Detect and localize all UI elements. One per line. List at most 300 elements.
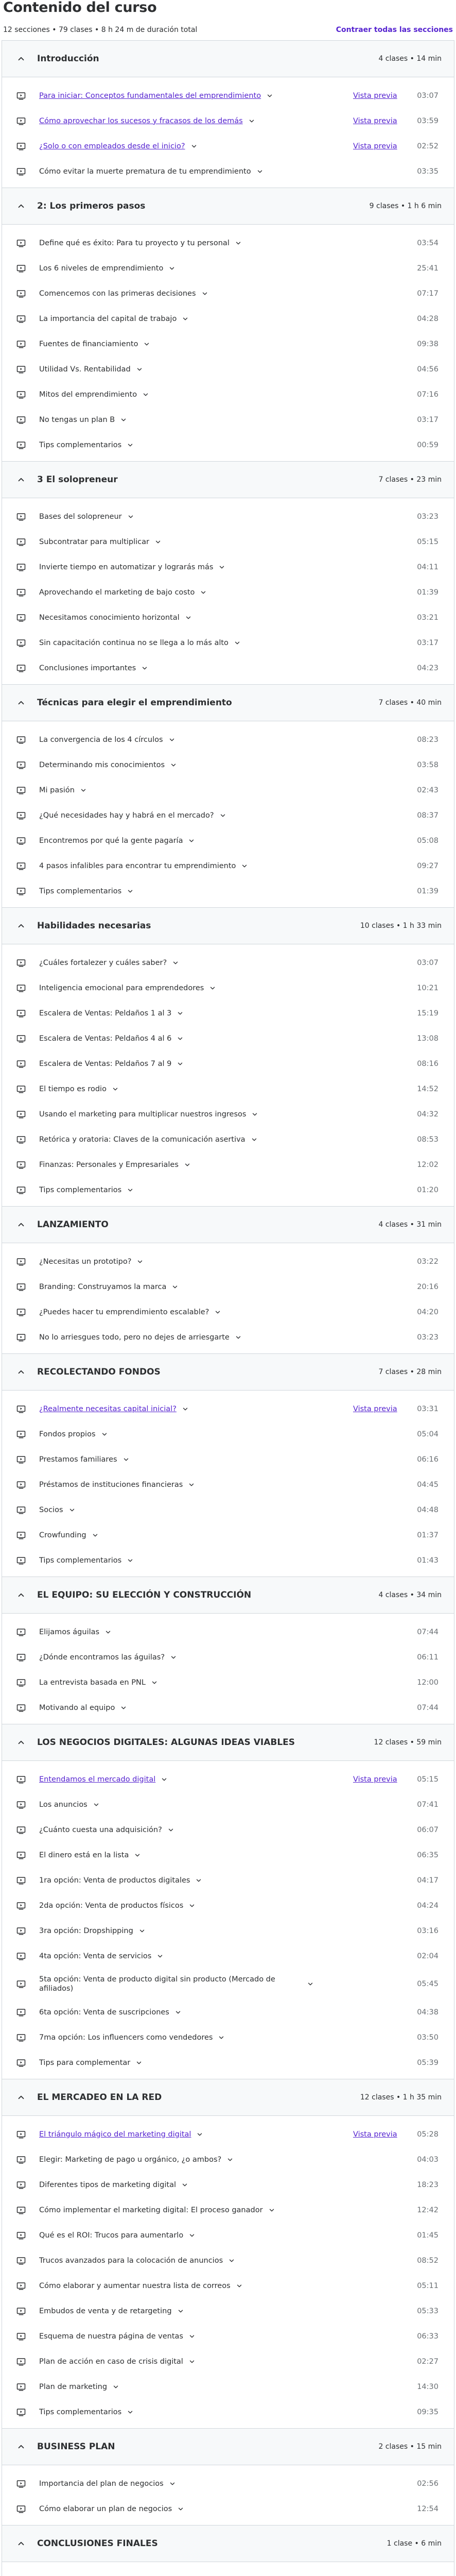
- lecture-duration: 05:11: [417, 2281, 439, 2290]
- lecture-row: [2, 752, 454, 777]
- video-icon: [16, 1979, 26, 1989]
- section-title: RECOLECTANDO FONDOS: [37, 1367, 161, 1377]
- lecture-title[interactable]: Entendamos el mercado digital: [39, 1775, 156, 1784]
- video-icon: [16, 1775, 26, 1784]
- lecture-duration: 03:23: [417, 512, 439, 521]
- chevron-down-icon[interactable]: [68, 1506, 76, 1514]
- lecture-title-wrap: [39, 2181, 415, 2189]
- chevron-down-icon[interactable]: [184, 1161, 191, 1168]
- chevron-down-icon[interactable]: [93, 1801, 100, 1808]
- lecture-title: Préstamos de instituciones financieras: [39, 1480, 183, 1489]
- lecture-title: Tips para complementar: [39, 2058, 131, 2067]
- chevron-down-icon[interactable]: [127, 513, 134, 520]
- chevron-down-icon[interactable]: [112, 2383, 119, 2391]
- lecture-duration: 02:04: [417, 1952, 439, 1960]
- lecture-list: [2, 77, 454, 188]
- chevron-down-icon[interactable]: [120, 1704, 127, 1711]
- video-icon: [16, 2504, 26, 2514]
- lecture-row: [2, 1274, 454, 1299]
- lecture-title-wrap: [39, 1186, 415, 1194]
- chevron-down-icon[interactable]: [182, 1405, 189, 1413]
- lecture-title-wrap: [39, 538, 415, 546]
- lecture-list: [2, 2116, 454, 2428]
- lecture-row: [2, 2122, 454, 2147]
- chevron-down-icon[interactable]: [196, 2131, 203, 2138]
- chevron-down-icon[interactable]: [138, 1927, 146, 1935]
- chevron-down-icon[interactable]: [218, 2034, 225, 2041]
- lecture-title[interactable]: ¿Realmente necesitas capital inicial?: [39, 1404, 177, 1413]
- lecture-row: [2, 1421, 454, 1447]
- video-icon: [16, 1851, 26, 1860]
- lecture-duration: 04:48: [417, 1505, 439, 1514]
- lecture-title: Branding: Construyamos la marca: [39, 1282, 167, 1291]
- video-icon: [16, 2180, 26, 2190]
- lecture-row: [2, 1396, 454, 1421]
- lecture-title-wrap: [39, 1405, 353, 1413]
- chevron-down-icon[interactable]: [127, 1557, 134, 1564]
- chevron-down-icon[interactable]: [177, 1035, 184, 1042]
- lecture-row: [2, 108, 454, 133]
- collapse-all-sections-button[interactable]: Contraer todas las secciones: [336, 26, 453, 34]
- chevron-down-icon[interactable]: [307, 1980, 314, 1988]
- video-icon: [16, 563, 26, 572]
- lecture-duration: 05:15: [417, 1775, 439, 1784]
- lecture-title: Tips complementarios: [39, 887, 122, 895]
- chevron-down-icon[interactable]: [142, 391, 149, 398]
- lecture-title: Mitos del emprendimiento: [39, 390, 137, 399]
- chevron-down-icon[interactable]: [168, 265, 176, 272]
- lecture-duration: 18:23: [417, 2180, 439, 2189]
- video-icon: [16, 512, 26, 521]
- section-header[interactable]: [2, 1354, 454, 1391]
- lecture-row: [2, 2496, 454, 2521]
- video-icon: [16, 1059, 26, 1069]
- lecture-duration: 02:56: [417, 2479, 439, 2488]
- chevron-down-icon[interactable]: [234, 639, 241, 647]
- section-meta: 4 clases • 14 min: [378, 55, 442, 63]
- chevron-down-icon[interactable]: [177, 1010, 184, 1017]
- curriculum-section: [2, 1724, 454, 2079]
- lecture-row: [2, 1325, 454, 1350]
- lecture-title: Importancia del plan de negocios: [39, 2479, 164, 2488]
- chevron-down-icon[interactable]: [134, 1852, 141, 1859]
- section-meta: 12 clases • 59 min: [374, 1738, 442, 1747]
- video-icon: [16, 289, 26, 298]
- chevron-down-icon[interactable]: [235, 1334, 242, 1341]
- lecture-title: Invierte tiempo en automatizar y lograrás más: [39, 563, 214, 571]
- curriculum-section: [2, 2525, 454, 2576]
- chevron-down-icon[interactable]: [154, 538, 162, 546]
- lecture-title: 4ta opción: Venta de servicios: [39, 1952, 152, 1960]
- chevron-down-icon[interactable]: [218, 564, 225, 571]
- video-icon: [16, 1678, 26, 1687]
- lecture-duration: 07:16: [417, 390, 439, 399]
- lecture-row: [2, 407, 454, 432]
- lecture-duration: 08:53: [417, 1135, 439, 1144]
- lecture-title: Usando el marketing para multiplicar nuestros ingresos: [39, 1110, 247, 1118]
- section-header[interactable]: [2, 1577, 454, 1614]
- lecture-title[interactable]: Para iniciar: Conceptos fundamentales del emprendimiento: [39, 91, 261, 100]
- lecture-title-wrap: [39, 2206, 415, 2214]
- lecture-title: 3ra opción: Dropshipping: [39, 1926, 133, 1935]
- video-icon: [16, 1282, 26, 1292]
- section-title: LOS NEGOCIOS DIGITALES: ALGUNAS IDEAS VIABLES: [37, 1737, 295, 1748]
- chevron-up-icon: [16, 2093, 26, 2102]
- lecture-title-wrap: [39, 1975, 415, 1993]
- video-icon: [16, 1901, 26, 1910]
- lecture-title[interactable]: El triángulo mágico del marketing digital: [39, 2130, 191, 2139]
- curriculum-section: [2, 41, 454, 188]
- chevron-down-icon[interactable]: [92, 1532, 99, 1539]
- section-header[interactable]: [2, 1724, 454, 1761]
- lecture-title-wrap: [39, 1333, 415, 1342]
- chevron-down-icon[interactable]: [127, 442, 134, 449]
- chevron-down-icon[interactable]: [188, 2333, 196, 2340]
- video-icon: [16, 958, 26, 968]
- lecture-title-wrap: [39, 862, 415, 870]
- lecture-duration: 03:35: [417, 167, 439, 176]
- chevron-down-icon[interactable]: [188, 1902, 196, 1909]
- chevron-up-icon: [16, 54, 26, 63]
- lecture-title-wrap: [39, 92, 353, 100]
- lecture-title: Esquema de nuestra página de ventas: [39, 2332, 183, 2341]
- lecture-row: [2, 1868, 454, 1893]
- chevron-down-icon[interactable]: [136, 1258, 144, 1265]
- lecture-duration: 04:28: [417, 314, 439, 323]
- section-meta: 7 clases • 40 min: [378, 699, 442, 707]
- lecture-title-wrap: [39, 614, 415, 622]
- chevron-down-icon[interactable]: [127, 1187, 134, 1194]
- preview-link[interactable]: Vista previa: [353, 2130, 397, 2139]
- chevron-down-icon[interactable]: [177, 2308, 184, 2315]
- lecture-row: [2, 828, 454, 853]
- video-icon: [16, 1455, 26, 1464]
- lecture-list: [2, 1243, 454, 1353]
- chevron-down-icon[interactable]: [151, 1679, 158, 1686]
- lecture-row: [2, 1299, 454, 1325]
- chevron-down-icon[interactable]: [200, 589, 207, 596]
- chevron-down-icon[interactable]: [248, 117, 255, 125]
- chevron-down-icon[interactable]: [161, 1776, 168, 1783]
- section-meta: 7 clases • 23 min: [378, 476, 442, 484]
- section-header[interactable]: [2, 2079, 454, 2116]
- lecture-title: Fuentes de financiamiento: [39, 340, 138, 348]
- lecture-title-wrap: [39, 290, 415, 298]
- chevron-down-icon[interactable]: [190, 143, 198, 150]
- lecture-title-wrap: [39, 1430, 415, 1438]
- lecture-duration: 08:37: [417, 811, 439, 820]
- chevron-down-icon[interactable]: [241, 862, 248, 870]
- lecture-row: [2, 1177, 454, 1202]
- lecture-title-wrap: [39, 639, 415, 647]
- lecture-row: [2, 83, 454, 108]
- lecture-title-wrap: [39, 1902, 415, 1910]
- lecture-duration: 20:16: [417, 1282, 439, 1291]
- video-icon: [16, 861, 26, 871]
- preview-link[interactable]: Vista previa: [353, 1404, 397, 1413]
- preview-link[interactable]: Vista previa: [353, 116, 397, 125]
- lecture-title: ¿Puedes hacer tu emprendimiento escalable?: [39, 1308, 209, 1316]
- chevron-down-icon[interactable]: [177, 1060, 184, 1067]
- lecture-duration: 03:21: [417, 613, 439, 622]
- lecture-duration: 05:33: [417, 2307, 439, 2315]
- lecture-row: [2, 1645, 454, 1670]
- video-icon: [16, 1876, 26, 1885]
- video-icon: [16, 1333, 26, 1342]
- lecture-title-wrap: [39, 1628, 415, 1636]
- lecture-title: Comencemos con las primeras decisiones: [39, 289, 196, 298]
- lecture-title-wrap: [39, 959, 415, 967]
- lecture-title-wrap: [39, 1876, 415, 1885]
- lecture-title: La importancia del capital de trabajo: [39, 314, 177, 323]
- video-icon: [16, 664, 26, 673]
- lecture-title-wrap: [39, 2257, 415, 2265]
- lecture-title-wrap: [39, 563, 415, 571]
- lecture-duration: 14:30: [417, 2382, 439, 2391]
- lecture-title: Determinando mis conocimientos: [39, 760, 165, 769]
- lecture-duration: 03:07: [417, 958, 439, 967]
- lecture-title: 1ra opción: Venta de productos digitales: [39, 1876, 190, 1885]
- video-icon: [16, 1825, 26, 1835]
- page-title: Contenido del curso: [3, 0, 157, 15]
- chevron-down-icon[interactable]: [136, 366, 143, 373]
- lecture-row: [2, 2223, 454, 2248]
- lecture-title-wrap: [39, 365, 415, 374]
- video-icon: [16, 537, 26, 547]
- lecture-row: [2, 2248, 454, 2273]
- lecture-row: [2, 2471, 454, 2496]
- chevron-down-icon[interactable]: [256, 168, 264, 175]
- chevron-down-icon[interactable]: [219, 812, 226, 819]
- lecture-title: Los 6 niveles de emprendimiento: [39, 264, 164, 273]
- section-meta: 10 clases • 1 h 33 min: [360, 922, 442, 930]
- video-icon: [16, 760, 26, 770]
- video-icon: [16, 1308, 26, 1317]
- lecture-duration: 03:23: [417, 1333, 439, 1342]
- video-icon: [16, 984, 26, 993]
- lecture-duration: 07:41: [417, 1800, 439, 1809]
- video-icon: [16, 1556, 26, 1565]
- video-icon: [16, 2307, 26, 2316]
- lecture-list: [2, 498, 454, 684]
- lecture-row: [2, 1127, 454, 1152]
- video-icon: [16, 2332, 26, 2341]
- lecture-title-wrap: [39, 264, 415, 273]
- lecture-title-wrap: [39, 2033, 415, 2042]
- chevron-down-icon[interactable]: [127, 2409, 134, 2416]
- chevron-up-icon: [16, 921, 26, 930]
- lecture-row: [2, 2349, 454, 2374]
- video-icon: [16, 2408, 26, 2417]
- lecture-duration: 06:07: [417, 1825, 439, 1834]
- chevron-down-icon[interactable]: [236, 2282, 243, 2290]
- chevron-down-icon[interactable]: [177, 2505, 184, 2513]
- chevron-up-icon: [16, 2442, 26, 2451]
- lecture-title-wrap: [39, 837, 415, 845]
- video-icon: [16, 390, 26, 399]
- chevron-down-icon[interactable]: [168, 736, 176, 743]
- section-header[interactable]: [2, 1207, 454, 1243]
- chevron-down-icon[interactable]: [181, 2181, 188, 2189]
- lecture-title: Finanzas: Personales y Empresariales: [39, 1160, 179, 1169]
- chevron-down-icon[interactable]: [188, 837, 195, 844]
- preview-link[interactable]: Vista previa: [353, 91, 397, 100]
- chevron-down-icon[interactable]: [170, 761, 177, 769]
- chevron-down-icon[interactable]: [156, 1953, 164, 1960]
- video-icon: [16, 116, 26, 126]
- lecture-title-wrap: [39, 239, 415, 247]
- lecture-title-wrap: [39, 2282, 415, 2290]
- lecture-duration: 04:38: [417, 2008, 439, 2016]
- chevron-down-icon[interactable]: [170, 1654, 177, 1661]
- lecture-title-wrap: [39, 1556, 415, 1565]
- chevron-down-icon[interactable]: [188, 1481, 195, 1488]
- video-icon: [16, 735, 26, 744]
- section-title: CONCLUSIONES FINALES: [37, 2538, 158, 2549]
- section-title: 2: Los primeros pasos: [37, 201, 146, 211]
- chevron-down-icon[interactable]: [174, 2009, 182, 2016]
- video-icon: [16, 365, 26, 374]
- chevron-down-icon[interactable]: [120, 416, 127, 423]
- chevron-down-icon[interactable]: [122, 1456, 130, 1463]
- lecture-duration: 05:15: [417, 537, 439, 546]
- chevron-down-icon[interactable]: [143, 341, 150, 348]
- lecture-row: [2, 382, 454, 407]
- lecture-duration: 01:43: [417, 1556, 439, 1565]
- chevron-down-icon[interactable]: [214, 1309, 221, 1316]
- lecture-duration: 02:43: [417, 786, 439, 794]
- lecture-duration: 06:35: [417, 1851, 439, 1859]
- chevron-down-icon[interactable]: [209, 985, 216, 992]
- chevron-down-icon[interactable]: [112, 1086, 119, 1093]
- lecture-list: [2, 944, 454, 1206]
- chevron-down-icon[interactable]: [266, 92, 273, 99]
- video-icon: [16, 2479, 26, 2488]
- lecture-title[interactable]: Cómo aprovechar los sucesos y fracasos de los demás: [39, 116, 243, 125]
- video-icon: [16, 2382, 26, 2392]
- lecture-title-wrap: [39, 117, 353, 125]
- lecture-duration: 00:59: [417, 440, 439, 449]
- chevron-down-icon[interactable]: [226, 2156, 234, 2163]
- chevron-down-icon[interactable]: [251, 1136, 258, 1143]
- section-header[interactable]: [2, 2429, 454, 2465]
- lecture-row: [2, 2147, 454, 2172]
- lecture-row: [2, 133, 454, 159]
- chevron-up-icon: [16, 1367, 26, 1377]
- chevron-up-icon: [16, 1220, 26, 1229]
- chevron-down-icon[interactable]: [167, 1826, 174, 1834]
- lecture-row: [2, 1619, 454, 1645]
- lecture-duration: 03:54: [417, 239, 439, 247]
- lecture-row: [2, 281, 454, 306]
- chevron-down-icon[interactable]: [188, 2358, 196, 2365]
- lecture-title: La convergencia de los 4 círculos: [39, 735, 163, 744]
- chevron-down-icon[interactable]: [169, 2480, 176, 2487]
- section-header[interactable]: [2, 2526, 454, 2562]
- lecture-duration: 04:32: [417, 1110, 439, 1118]
- lecture-title-wrap: [39, 1851, 415, 1859]
- lecture-duration: 01:20: [417, 1185, 439, 1194]
- lecture-duration: 10:21: [417, 984, 439, 992]
- chevron-down-icon[interactable]: [127, 888, 134, 895]
- chevron-down-icon[interactable]: [251, 1111, 258, 1118]
- video-icon: [16, 1185, 26, 1195]
- section-header[interactable]: [2, 908, 454, 944]
- lecture-duration: 08:23: [417, 735, 439, 744]
- section-header[interactable]: [2, 188, 454, 225]
- lecture-row: [2, 605, 454, 630]
- section-meta: 4 clases • 34 min: [378, 1591, 442, 1599]
- chevron-down-icon[interactable]: [135, 2059, 143, 2066]
- chevron-down-icon[interactable]: [268, 2207, 275, 2214]
- lecture-duration: 05:45: [417, 1980, 439, 1988]
- chevron-up-icon: [16, 1738, 26, 1747]
- chevron-down-icon[interactable]: [141, 665, 148, 672]
- lecture-duration: 01:37: [417, 1531, 439, 1539]
- lecture-row: [2, 1497, 454, 1522]
- section-header[interactable]: [2, 685, 454, 721]
- chevron-down-icon[interactable]: [172, 959, 179, 967]
- chevron-down-icon[interactable]: [104, 1629, 112, 1636]
- preview-link[interactable]: Vista previa: [353, 142, 397, 150]
- chevron-up-icon: [16, 475, 26, 484]
- lecture-row: [2, 1522, 454, 1548]
- chevron-down-icon[interactable]: [235, 240, 242, 247]
- chevron-down-icon[interactable]: [201, 290, 208, 297]
- chevron-down-icon[interactable]: [195, 1877, 202, 1884]
- lecture-duration: 05:28: [417, 2130, 439, 2139]
- lecture-list: [2, 1391, 454, 1577]
- video-icon: [16, 264, 26, 273]
- chevron-down-icon[interactable]: [80, 787, 87, 794]
- lecture-row: [2, 1101, 454, 1127]
- lecture-row: [2, 1918, 454, 1943]
- lecture-title: 4 pasos infalibles para encontrar tu emprendimiento: [39, 861, 236, 870]
- chevron-down-icon[interactable]: [185, 614, 192, 621]
- chevron-down-icon[interactable]: [228, 2257, 235, 2264]
- section-header[interactable]: [2, 462, 454, 498]
- lecture-title: Fondos propios: [39, 1430, 96, 1438]
- video-icon: [16, 786, 26, 795]
- chevron-down-icon[interactable]: [101, 1431, 108, 1438]
- lecture-title: Diferentes tipos de marketing digital: [39, 2180, 176, 2189]
- lecture-duration: 04:56: [417, 365, 439, 374]
- lecture-title: Cómo evitar la muerte prematura de tu emprendimiento: [39, 167, 251, 176]
- video-icon: [16, 887, 26, 896]
- lecture-duration: 06:11: [417, 1653, 439, 1662]
- chevron-down-icon[interactable]: [188, 2232, 196, 2239]
- lecture-title-wrap: [39, 1927, 415, 1935]
- video-icon: [16, 415, 26, 425]
- lecture-title-wrap: [39, 2059, 415, 2067]
- chevron-down-icon[interactable]: [171, 1283, 179, 1291]
- lecture-title-wrap: [39, 1679, 415, 1687]
- lecture-row: [2, 2273, 454, 2298]
- lecture-row: [2, 1817, 454, 1842]
- lecture-title-wrap: [39, 513, 415, 521]
- lecture-title: Trucos avanzados para la colocación de anuncios: [39, 2256, 223, 2265]
- lecture-title: Plan de acción en caso de crisis digital: [39, 2357, 183, 2366]
- lecture-duration: 12:42: [417, 2206, 439, 2214]
- section-header[interactable]: [2, 41, 454, 77]
- lecture-title[interactable]: ¿Solo o con empleados desde el inicio?: [39, 142, 185, 150]
- preview-link[interactable]: Vista previa: [353, 1775, 397, 1784]
- lecture-duration: 13:08: [417, 1034, 439, 1043]
- chevron-down-icon[interactable]: [182, 315, 189, 323]
- video-icon: [16, 2256, 26, 2265]
- lecture-row: [2, 554, 454, 580]
- lecture-title: El dinero está en la lista: [39, 1851, 129, 1859]
